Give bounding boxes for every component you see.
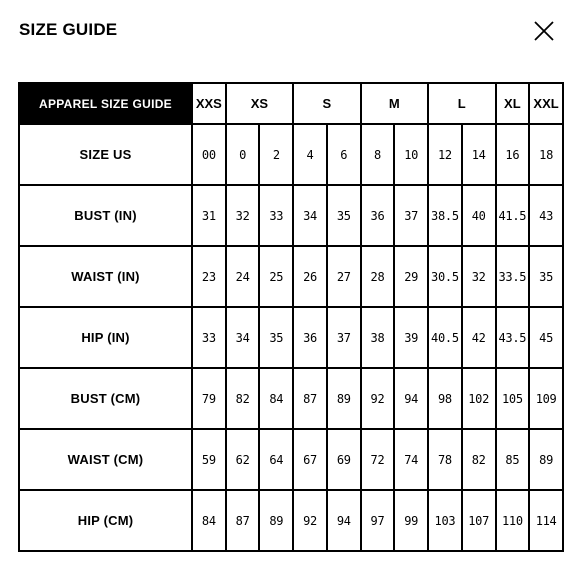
size-group-header: XL	[496, 83, 530, 124]
size-value-cell: 94	[327, 490, 361, 551]
size-value-cell: 32	[226, 185, 260, 246]
size-value-cell: 67	[293, 429, 327, 490]
size-value-cell: 37	[394, 185, 428, 246]
size-value-cell: 85	[496, 429, 530, 490]
table-row	[19, 246, 563, 307]
size-value-cell: 42	[462, 307, 496, 368]
size-value-cell: 38	[361, 307, 395, 368]
size-value-cell: 31	[192, 185, 226, 246]
size-group-header: XXL	[529, 83, 563, 124]
size-value-cell: 36	[361, 185, 395, 246]
size-value-cell: 45	[529, 307, 563, 368]
size-value-cell: 14	[462, 124, 496, 185]
size-value-cell: 30.5	[428, 246, 462, 307]
row-label: HIP (CM)	[19, 490, 192, 551]
size-value-cell: 25	[259, 246, 293, 307]
size-value-cell: 00	[192, 124, 226, 185]
size-value-cell: 43	[529, 185, 563, 246]
size-value-cell: 102	[462, 368, 496, 429]
table-row	[19, 429, 563, 490]
size-value-cell: 59	[192, 429, 226, 490]
size-value-cell: 35	[327, 185, 361, 246]
close-button[interactable]	[533, 20, 555, 42]
size-value-cell: 103	[428, 490, 462, 551]
size-value-cell: 89	[529, 429, 563, 490]
size-group-header: S	[293, 83, 360, 124]
size-group-header: L	[428, 83, 495, 124]
size-group-header: XS	[226, 83, 293, 124]
size-value-cell: 64	[259, 429, 293, 490]
size-value-cell: 36	[293, 307, 327, 368]
row-label: BUST (IN)	[19, 185, 192, 246]
size-value-cell: 8	[361, 124, 395, 185]
size-value-cell: 87	[293, 368, 327, 429]
size-value-cell: 34	[226, 307, 260, 368]
table-row	[19, 124, 563, 185]
size-value-cell: 92	[293, 490, 327, 551]
size-value-cell: 110	[496, 490, 530, 551]
size-group-header: XXS	[192, 83, 226, 124]
size-value-cell: 28	[361, 246, 395, 307]
size-value-cell: 26	[293, 246, 327, 307]
size-value-cell: 99	[394, 490, 428, 551]
row-label: SIZE US	[19, 124, 192, 185]
size-value-cell: 0	[226, 124, 260, 185]
size-value-cell: 82	[462, 429, 496, 490]
table-row	[19, 368, 563, 429]
size-value-cell: 109	[529, 368, 563, 429]
size-value-cell: 39	[394, 307, 428, 368]
size-value-cell: 97	[361, 490, 395, 551]
size-value-cell: 82	[226, 368, 260, 429]
row-label: BUST (CM)	[19, 368, 192, 429]
size-value-cell: 16	[496, 124, 530, 185]
size-value-cell: 6	[327, 124, 361, 185]
size-value-cell: 89	[259, 490, 293, 551]
close-icon[interactable]	[533, 20, 555, 42]
size-value-cell: 87	[226, 490, 260, 551]
size-value-cell: 84	[259, 368, 293, 429]
size-value-cell: 105	[496, 368, 530, 429]
row-label: WAIST (CM)	[19, 429, 192, 490]
size-value-cell: 12	[428, 124, 462, 185]
size-value-cell: 43.5	[496, 307, 530, 368]
size-value-cell: 2	[259, 124, 293, 185]
table-corner-label: APPAREL SIZE GUIDE	[19, 83, 192, 124]
size-guide-table	[18, 82, 564, 552]
size-value-cell: 40.5	[428, 307, 462, 368]
size-value-cell: 4	[293, 124, 327, 185]
size-value-cell: 114	[529, 490, 563, 551]
size-value-cell: 107	[462, 490, 496, 551]
size-value-cell: 38.5	[428, 185, 462, 246]
size-value-cell: 40	[462, 185, 496, 246]
size-value-cell: 79	[192, 368, 226, 429]
size-value-cell: 10	[394, 124, 428, 185]
size-value-cell: 69	[327, 429, 361, 490]
size-value-cell: 89	[327, 368, 361, 429]
size-value-cell: 23	[192, 246, 226, 307]
size-value-cell: 94	[394, 368, 428, 429]
size-value-cell: 41.5	[496, 185, 530, 246]
size-value-cell: 24	[226, 246, 260, 307]
row-label: WAIST (IN)	[19, 246, 192, 307]
size-value-cell: 33.5	[496, 246, 530, 307]
size-value-cell: 29	[394, 246, 428, 307]
table-row	[19, 185, 563, 246]
size-value-cell: 18	[529, 124, 563, 185]
row-label: HIP (IN)	[19, 307, 192, 368]
size-value-cell: 27	[327, 246, 361, 307]
size-value-cell: 33	[259, 185, 293, 246]
size-value-cell: 37	[327, 307, 361, 368]
size-value-cell: 98	[428, 368, 462, 429]
size-value-cell: 72	[361, 429, 395, 490]
size-group-header: M	[361, 83, 428, 124]
size-value-cell: 84	[192, 490, 226, 551]
size-value-cell: 78	[428, 429, 462, 490]
size-value-cell: 35	[259, 307, 293, 368]
table-row	[19, 307, 563, 368]
size-value-cell: 34	[293, 185, 327, 246]
page-title: SIZE GUIDE	[19, 20, 118, 39]
size-value-cell: 92	[361, 368, 395, 429]
table-row	[19, 490, 563, 551]
size-value-cell: 74	[394, 429, 428, 490]
size-value-cell: 62	[226, 429, 260, 490]
size-value-cell: 35	[529, 246, 563, 307]
size-value-cell: 32	[462, 246, 496, 307]
size-value-cell: 33	[192, 307, 226, 368]
